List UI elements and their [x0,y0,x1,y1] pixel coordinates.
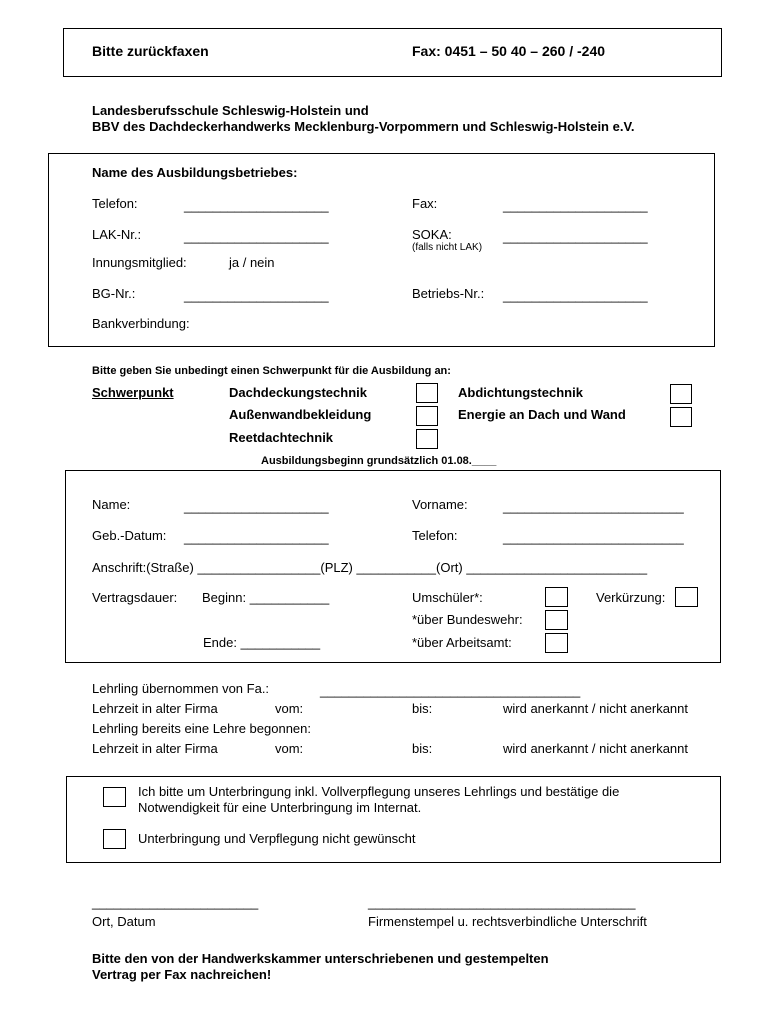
focus-opt4-label: Energie an Dach und Wand [458,407,626,422]
history-line4-anerkannt[interactable]: wird anerkannt / nicht anerkannt [503,741,688,756]
apprentice-name-label: Name: [92,497,131,512]
focus-opt2-checkbox[interactable] [670,384,692,404]
institution-line2: BBV des Dachdeckerhandwerks Mecklenburg-Vorpommern und Schleswig-Holstein e.V. [92,119,635,134]
company-soka-field[interactable]: ____________________ [503,229,648,244]
company-fax-field[interactable]: ____________________ [503,198,648,213]
history-line4-vom: vom: [275,741,304,756]
history-line1-field[interactable]: ____________________________________ [320,683,581,698]
company-lak-field[interactable]: ____________________ [184,229,329,244]
history-line4-label: Lehrzeit in alter Firma [92,741,218,756]
history-line4-bis: bis: [412,741,433,756]
history-line2-label: Lehrzeit in alter Firma [92,701,218,716]
company-telefon-label: Telefon: [92,196,138,211]
company-betriebs-label: Betriebs-Nr.: [412,286,485,301]
apprentice-name-field[interactable]: ____________________ [184,499,329,514]
focus-intro: Bitte geben Sie unbedingt einen Schwerpunkt für die Ausbildung an: [92,365,451,377]
apprentice-geb-label: Geb.-Datum: [92,528,167,543]
focus-opt1-checkbox[interactable] [416,383,438,403]
company-bank-label: Bankverbindung: [92,316,190,331]
company-bg-label: BG-Nr.: [92,286,136,301]
focus-opt5-checkbox[interactable] [416,429,438,449]
apprentice-vorname-label: Vorname: [412,497,468,512]
apprentice-arbeitsamt-label: *über Arbeitsamt: [412,635,512,650]
verkuerzung-checkbox[interactable] [675,587,698,607]
history-line1-label: Lehrling übernommen von Fa.: [92,681,270,696]
apprentice-dauer-label: Vertragsdauer: [92,590,178,605]
apprentice-address[interactable]: Anschrift:(Straße) _________________(PLZ) ___________(Ort) _________________________ [92,560,648,575]
signature-ort-datum: Ort, Datum [92,914,156,929]
signature-line-left[interactable]: _______________________ [92,895,259,910]
focus-label: Schwerpunkt [92,385,174,400]
apprentice-umschueler-label: Umschüler*: [412,590,483,605]
apprentice-bundeswehr-label: *über Bundeswehr: [412,612,523,627]
history-line2-bis: bis: [412,701,433,716]
housing-opt1-label: Ich bitte um Unterbringung inkl. Vollverpflegung unseres Lehrlings und bestätige die Notwendigkeit für eine Unterbringung im Internat. [138,784,620,815]
apprentice-verkuerzung-label: Verkürzung: [596,590,666,605]
arbeitsamt-checkbox[interactable] [545,633,568,653]
focus-opt3-checkbox[interactable] [416,406,438,426]
training-start: Ausbildungsbeginn grundsätzlich 01.08.____ [261,455,497,467]
footer-line2: Vertrag per Fax nachreichen! [92,967,272,982]
housing-opt2-checkbox[interactable] [103,829,126,849]
company-innung-label: Innungsmitglied: [92,255,187,270]
company-soka-label: SOKA: [412,227,452,242]
institution-line1: Landesberufsschule Schleswig-Holstein und [92,103,369,118]
company-innung-value[interactable]: ja / nein [229,255,275,270]
footer-line1: Bitte den von der Handwerkskammer unterschriebenen und gestempelten [92,951,549,966]
umschueler-checkbox[interactable] [545,587,568,607]
apprentice-geb-field[interactable]: ____________________ [184,530,329,545]
signature-line-right[interactable]: _____________________________________ [368,895,636,910]
apprentice-beginn[interactable]: Beginn: ___________ [202,590,330,605]
header-title: Bitte zurückfaxen [92,43,209,59]
housing-opt1-checkbox[interactable] [103,787,126,807]
focus-opt4-checkbox[interactable] [670,407,692,427]
signature-stempel: Firmenstempel u. rechtsverbindliche Unterschrift [368,914,647,929]
history-line3-label: Lehrling bereits eine Lehre begonnen: [92,721,312,736]
header-fax: Fax: 0451 – 50 40 – 260 / -240 [412,43,606,59]
apprentice-telefon-field[interactable]: _________________________ [503,530,684,545]
company-soka-note: (falls nicht LAK) [412,242,483,253]
history-line2-vom: vom: [275,701,304,716]
focus-opt3-label: Außenwandbekleidung [229,407,372,422]
apprentice-ende[interactable]: Ende: ___________ [203,635,321,650]
focus-opt1-label: Dachdeckungstechnik [229,385,367,400]
company-betriebs-field[interactable]: ____________________ [503,288,648,303]
company-bg-field[interactable]: ____________________ [184,288,329,303]
company-telefon-field[interactable]: ____________________ [184,198,329,213]
bundeswehr-checkbox[interactable] [545,610,568,630]
company-heading: Name des Ausbildungsbetriebes: [92,165,298,180]
company-fax-label: Fax: [412,196,438,211]
focus-opt2-label: Abdichtungstechnik [458,385,583,400]
apprentice-telefon-label: Telefon: [412,528,458,543]
company-lak-label: LAK-Nr.: [92,227,142,242]
housing-opt2-label: Unterbringung und Verpflegung nicht gewünscht [138,831,416,846]
apprentice-vorname-field[interactable]: _________________________ [503,499,684,514]
focus-opt5-label: Reetdachtechnik [229,430,334,445]
history-line2-anerkannt[interactable]: wird anerkannt / nicht anerkannt [503,701,688,716]
